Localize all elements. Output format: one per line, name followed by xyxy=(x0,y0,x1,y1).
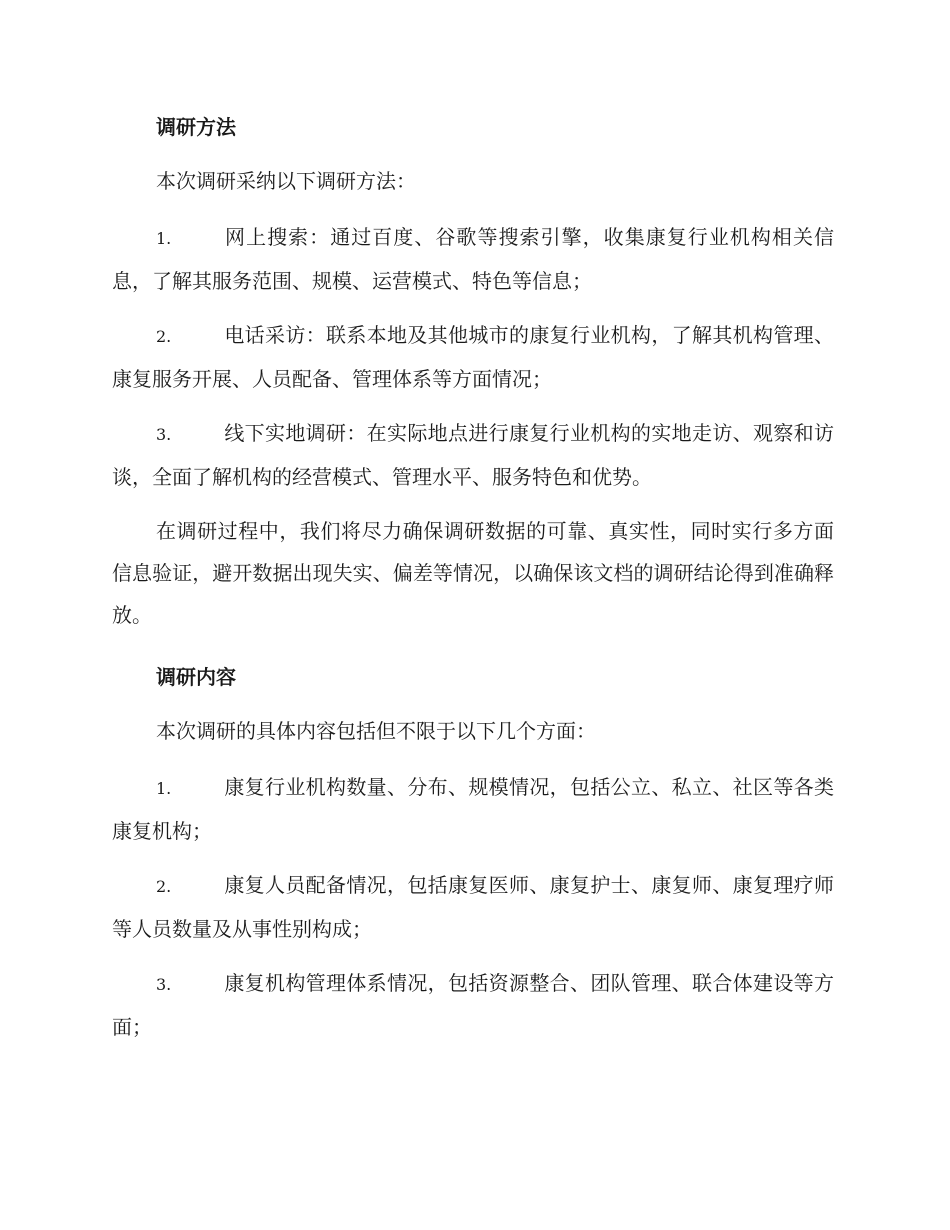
list-item-number: 2. xyxy=(156,877,172,896)
list-item-number: 1. xyxy=(156,779,172,798)
list-item xyxy=(112,766,834,852)
list-item xyxy=(112,216,834,302)
section-heading: 调研内容 xyxy=(156,665,236,689)
list-item xyxy=(112,314,834,400)
section-heading: 调研方法 xyxy=(156,115,236,139)
list-item-text: 网上搜索：通过百度、谷歌等搜索引擎，收集康复行业机构相关信息，了解其服务范围、规模、运营模式、特色等信息； xyxy=(112,225,834,293)
list-item-number: 3. xyxy=(156,425,172,444)
section-intro: 本次调研采纳以下调研方法： xyxy=(156,169,416,193)
document-page xyxy=(112,108,834,1060)
section-research-methods xyxy=(112,108,834,636)
list-item xyxy=(112,412,834,498)
list-item-text: 电话采访：联系本地及其他城市的康复行业机构，了解其机构管理、康复服务开展、人员配备、管理体系等方面情况； xyxy=(112,323,834,391)
section-closing: 在调研过程中，我们将尽力确保调研数据的可靠、真实性，同时实行多方面信息验证，避开数据出现失实、偏差等情况，以确保该文档的调研结论得到准确释放。 xyxy=(112,519,834,627)
list-item-text: 康复人员配备情况，包括康复医师、康复护士、康复师、康复理疗师等人员数量及从事性别构成； xyxy=(112,873,834,941)
section-intro: 本次调研的具体内容包括但不限于以下几个方面： xyxy=(156,719,596,743)
list-item xyxy=(112,962,834,1048)
list-item-text: 康复行业机构数量、分布、规模情况，包括公立、私立、社区等各类康复机构； xyxy=(112,775,834,843)
list-item-number: 3. xyxy=(156,975,172,994)
section-research-content xyxy=(112,658,834,1048)
list-item-number: 2. xyxy=(156,327,172,346)
list-item xyxy=(112,864,834,950)
list-item-text: 线下实地调研：在实际地点进行康复行业机构的实地走访、观察和访谈，全面了解机构的经营模式、管理水平、服务特色和优势。 xyxy=(112,421,834,489)
list-item-text: 康复机构管理体系情况，包括资源整合、团队管理、联合体建设等方面； xyxy=(112,971,834,1039)
list-item-number: 1. xyxy=(156,229,172,248)
